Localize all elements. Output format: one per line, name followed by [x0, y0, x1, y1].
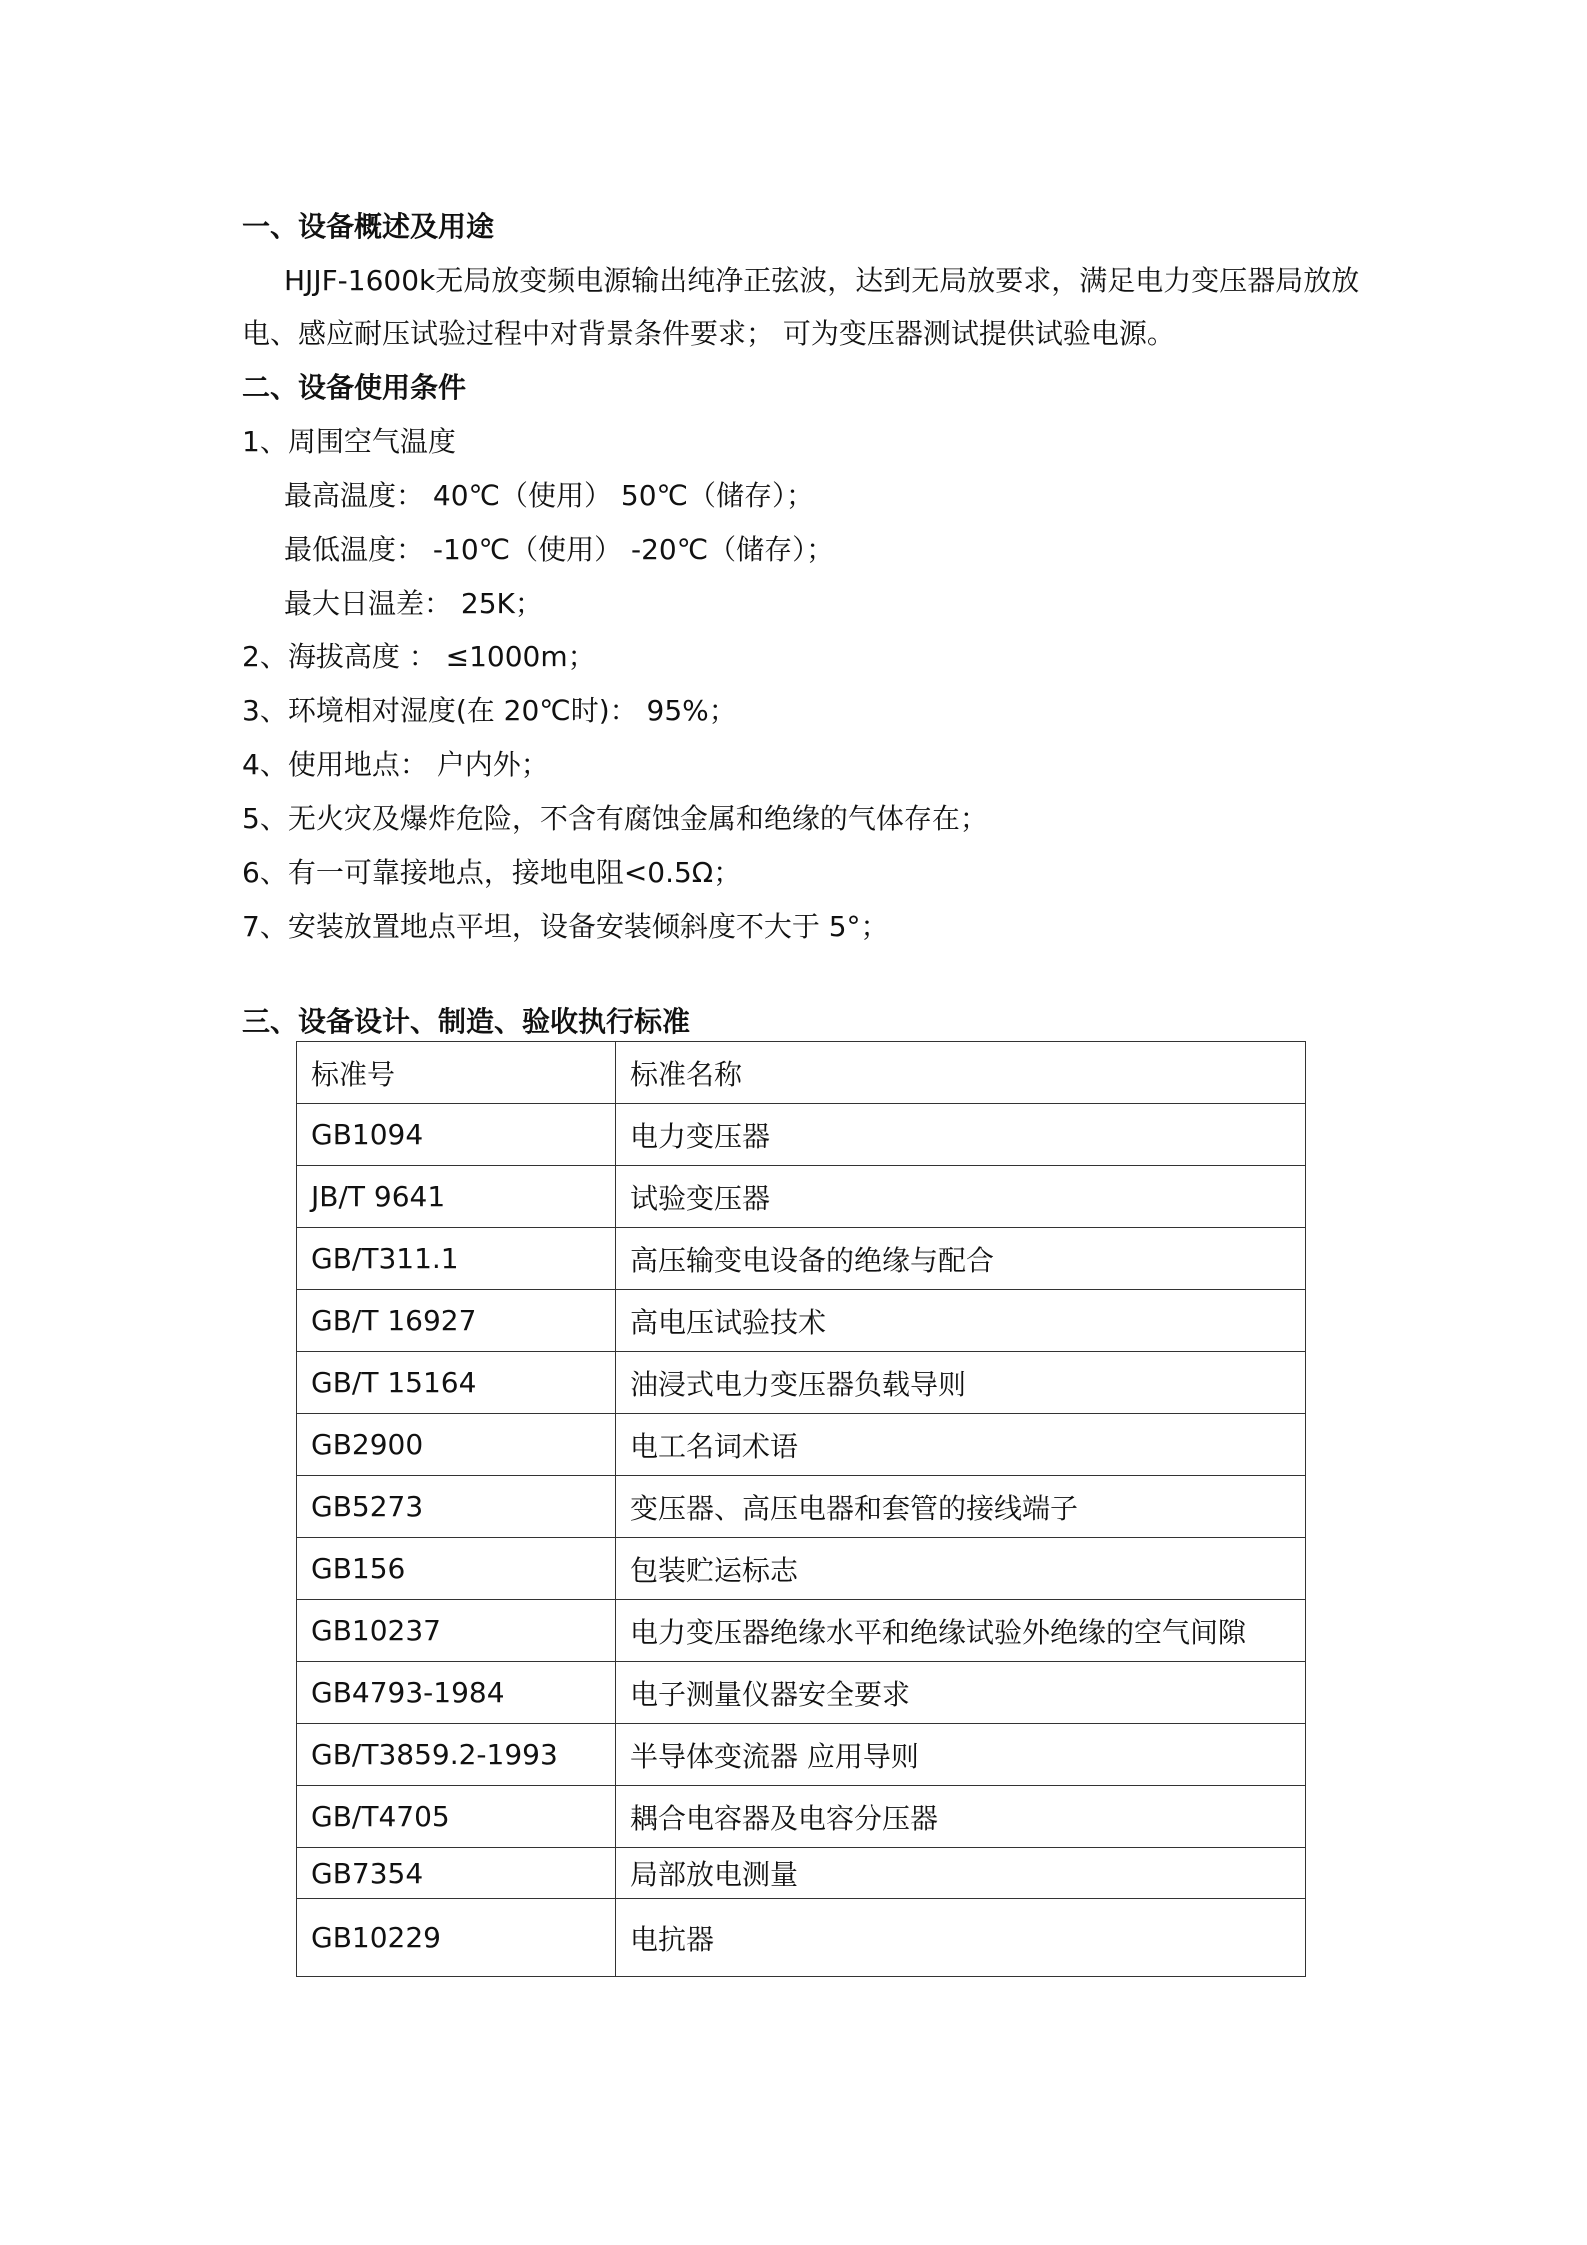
standard-name: 包装贮运标志: [616, 1538, 1306, 1600]
max-temperature: 最高温度： 40℃（使用） 50℃（储存）；: [284, 479, 814, 512]
standard-number: GB5273: [297, 1476, 616, 1538]
condition-item-2: 2、海拔高度 ： ≤1000m；: [242, 640, 596, 673]
header-standard-number: 标准号: [297, 1042, 616, 1104]
standard-name: 油浸式电力变压器负载导则: [616, 1352, 1306, 1414]
standard-number: GB2900: [297, 1414, 616, 1476]
standard-name: 电抗器: [616, 1899, 1306, 1977]
section1-paragraph-line1: HJJF-1600k无局放变频电源输出纯净正弦波，达到无局放要求，满足电力变压器局放放: [284, 264, 1360, 297]
table-row: [297, 1848, 1306, 1899]
table-row: [297, 1786, 1306, 1848]
standard-number: GB/T3859.2-1993: [297, 1724, 616, 1786]
condition-item-3: 3、环境相对湿度(在 20℃时)： 95%；: [242, 694, 737, 727]
standard-name: 电子测量仪器安全要求: [616, 1662, 1306, 1724]
table-row: [297, 1476, 1306, 1538]
condition-item-7: 7、安装放置地点平坦，设备安装倾斜度不大于 5°；: [242, 910, 889, 943]
max-daily-temperature-difference: 最大日温差： 25K；: [284, 587, 543, 620]
standard-number: JB/T 9641: [297, 1166, 616, 1228]
table-row: [297, 1352, 1306, 1414]
standard-name: 试验变压器: [616, 1166, 1306, 1228]
standards-table: [296, 1041, 1306, 1977]
standard-number: GB/T4705: [297, 1786, 616, 1848]
condition-item-1: 1、周围空气温度: [242, 425, 456, 458]
min-temperature: 最低温度： -10℃（使用） -20℃（储存）；: [284, 533, 835, 566]
standard-name: 局部放电测量: [616, 1848, 1306, 1899]
section2-heading: 二、设备使用条件: [242, 371, 467, 404]
table-row: [297, 1414, 1306, 1476]
table-row: [297, 1600, 1306, 1662]
condition-item-6: 6、有一可靠接地点，接地电阻<0.5Ω；: [242, 856, 742, 889]
standard-name: 电力变压器: [616, 1104, 1306, 1166]
standard-number: GB10229: [297, 1899, 616, 1977]
standard-number: GB/T 15164: [297, 1352, 616, 1414]
standard-number: GB7354: [297, 1848, 616, 1899]
table-row: [297, 1228, 1306, 1290]
standard-name: 高压输变电设备的绝缘与配合: [616, 1228, 1306, 1290]
standard-name: 半导体变流器 应用导则: [616, 1724, 1306, 1786]
condition-item-4: 4、使用地点： 户内外；: [242, 748, 549, 781]
standard-number: GB156: [297, 1538, 616, 1600]
table-row: [297, 1662, 1306, 1724]
section1-heading: 一、设备概述及用途: [242, 210, 495, 243]
condition-item-5: 5、无火灾及爆炸危险，不含有腐蚀金属和绝缘的气体存在；: [242, 802, 988, 835]
section1-paragraph-line2: 电、感应耐压试验过程中对背景条件要求； 可为变压器测试提供试验电源。: [242, 317, 1175, 350]
standard-name: 高电压试验技术: [616, 1290, 1306, 1352]
header-standard-name: 标准名称: [616, 1042, 1306, 1104]
table-row: [297, 1724, 1306, 1786]
standard-number: GB4793-1984: [297, 1662, 616, 1724]
standard-number: GB1094: [297, 1104, 616, 1166]
standard-name: 电工名词术语: [616, 1414, 1306, 1476]
standard-name: 电力变压器绝缘水平和绝缘试验外绝缘的空气间隙: [616, 1600, 1306, 1662]
standard-name: 耦合电容器及电容分压器: [616, 1786, 1306, 1848]
table-row: [297, 1166, 1306, 1228]
table-row: [297, 1104, 1306, 1166]
standard-number: GB10237: [297, 1600, 616, 1662]
standard-number: GB/T311.1: [297, 1228, 616, 1290]
table-header-row: [297, 1042, 1306, 1104]
standard-name: 变压器、高压电器和套管的接线端子: [616, 1476, 1306, 1538]
table-row: [297, 1538, 1306, 1600]
standard-number: GB/T 16927: [297, 1290, 616, 1352]
table-row: [297, 1899, 1306, 1977]
section3-heading: 三、设备设计、制造、验收执行标准: [242, 1005, 691, 1038]
table-row: [297, 1290, 1306, 1352]
